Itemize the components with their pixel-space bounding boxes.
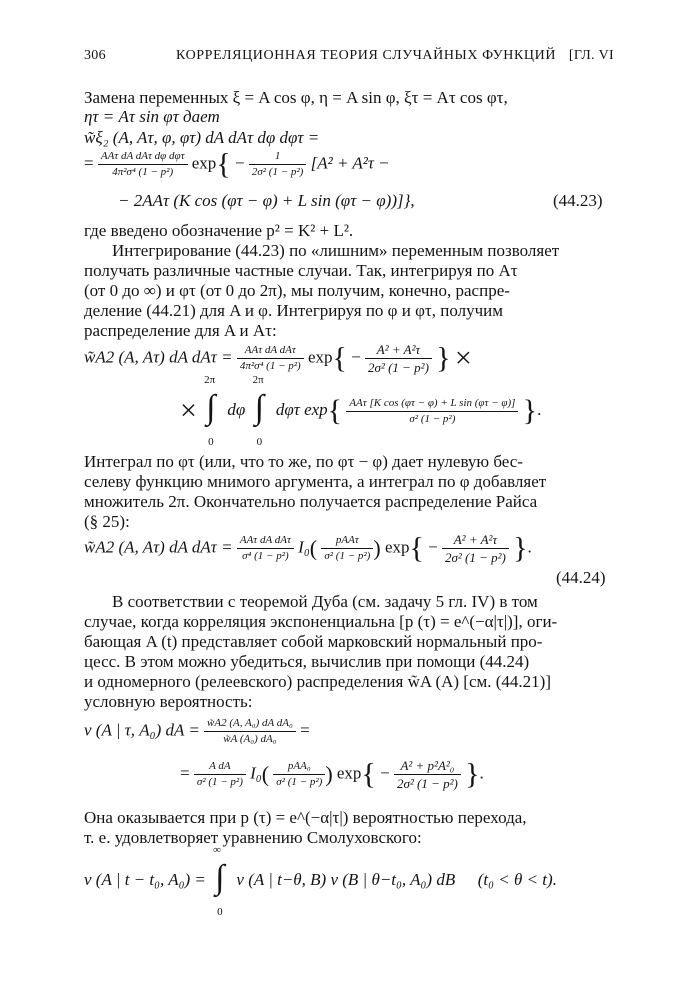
equation-smoluchowski: v (A | t − t₀, A₀) = ∞ ∫ 0 v (A | t−θ, B) v (B | θ−t₀, A₀) dB (t₀ < θ < t).	[84, 844, 557, 918]
fraction: $\frac{\text{AAτ dA dAτ}}{\text{σ⁴ (1 − p²)}}$	[237, 534, 294, 563]
integral-sign: 2π ∫ 0	[204, 374, 216, 448]
page-number: 306	[84, 48, 106, 63]
fraction: $\frac{\text{AAτ dA dAτ dφ dφτ}}{\text{4π²σ⁴ (1 − p²)}}$	[98, 150, 188, 179]
fraction: $\frac{\text{w̃A2 (A, A₀) dA dA₀}}{\text{w̃A (A₀) dA₀}}$	[204, 717, 296, 746]
equation-rice-distribution: w̃A2 (A, Aτ) dA dAτ = $\frac{\text{AAτ dA dAτ}}{\text{σ⁴ (1 − p²)}}$ I₀( $\frac{\text{pAAτ}}{\text{σ² (1 − p²)}}$ ) exp{ − $\frac{\text{A² + A²τ}}{\text{2σ² (1 − p²)}}$ }.	[84, 531, 532, 565]
running-title: КОРРЕЛЯЦИОННАЯ ТЕОРИЯ СЛУЧАЙНЫХ ФУНКЦИЙ	[176, 48, 557, 63]
fraction: $\frac{\text{pAA₀}}{\text{σ² (1 − p²)}}$	[273, 760, 325, 789]
fraction: $\frac{\text{A² + A²τ}}{\text{2σ² (1 − p²)}}$	[442, 532, 509, 565]
fraction: $\frac{\text{AAτ [K cos (φτ − φ) + L sin (φτ − φ)]}}{\text{σ² (1 − p²)}}$	[346, 397, 518, 426]
text-line: Она оказывается при p (τ) = e^(−α|τ|) вероятностью перехода,	[84, 808, 527, 827]
fraction: $\frac{\text{A² + p²A²₀}}{\text{2σ² (1 − p²)}}$	[394, 758, 461, 791]
equation-integral-line: × 2π ∫ 0 dφ 2π ∫ 0 dφτ exp{ $\frac{\text{AAτ [K cos (φτ − φ) + L sin (φτ − φ)]}}{\text{σ² (1 − p²)}}$ }.	[180, 374, 542, 448]
integral-sign: ∞ ∫ 0	[213, 844, 225, 918]
integral-sign: 2π ∫ 0	[252, 374, 264, 448]
text-line: бающая A (t) представляет собой марковский нормальный про-	[84, 632, 543, 651]
text-line: Замена переменных ξ = A cos φ, η = A sin φ, ξτ = Aτ cos φτ,	[84, 88, 508, 107]
chapter-label: [ГЛ. VI	[568, 48, 614, 63]
equation-44-23-line2: = $\frac{\text{AAτ dA dAτ dφ dφτ}}{\text{4π²σ⁴ (1 − p²)}}$ exp{ − $\frac{1}{\text{2σ² (1 − p²)}}$ [A² + A²τ −	[84, 147, 390, 181]
text-line: (§ 25):	[84, 512, 130, 531]
equation-44-23-line3: − 2AAτ (K cos (φτ − φ) + L sin (φτ − φ))]},	[118, 191, 415, 210]
text-line: распределение для A и Aτ:	[84, 321, 277, 340]
equation-distribution-A: w̃A2 (A, Aτ) dA dAτ = $\frac{\text{AAτ dA dAτ}}{\text{4π²σ⁴ (1 − p²)}}$ exp{ − $\frac{\text{A² + A²τ}}{\text{2σ² (1 − p²)}}$ } ×	[84, 341, 472, 375]
text-line: условную вероятность:	[84, 692, 253, 711]
text-line: и одномерного (релеевского) распределения w̃A (A) [см. (44.21)]	[84, 672, 552, 691]
equation-conditional-probability-line2: = $\frac{\text{A dA}}{\text{σ² (1 − p²)}}$ I₀( $\frac{\text{pAA₀}}{\text{σ² (1 − p²)}}$ ) exp{ − $\frac{\text{A² + p²A²₀}}{\text{2σ² (1 − p²)}}$ }.	[180, 757, 484, 791]
fraction: $\frac{\text{A² + A²τ}}{\text{2σ² (1 − p²)}}$	[365, 342, 432, 375]
text-line: (от 0 до ∞) и φτ (от 0 до 2π), мы получим, конечно, распре-	[84, 281, 510, 300]
equation-number: (44.23)	[553, 191, 603, 210]
equation-44-23-line1: w̃ξ₂ (A, Aτ, φ, φτ) dA dAτ dφ dφτ =	[84, 128, 320, 147]
text-line: цесс. В этом можно убедиться, вычислив при помощи (44.24)	[84, 652, 530, 671]
fraction: $\frac{1}{\text{2σ² (1 − p²)}}$	[249, 150, 307, 179]
text-line: деление (44.21) для A и φ. Интегрируя по φ и φτ, получим	[84, 301, 503, 320]
text-line: Интеграл по φτ (или, что то же, по φτ − φ) дает нулевую бес-	[84, 452, 523, 471]
fraction: $\frac{\text{AAτ dA dAτ}}{\text{4π²σ⁴ (1 − p²)}}$	[237, 344, 304, 373]
text-line: селеву функцию мнимого аргумента, а интеграл по φ добавляет	[84, 472, 547, 491]
fraction: $\frac{\text{A dA}}{\text{σ² (1 − p²)}}$	[194, 760, 246, 789]
fraction: $\frac{\text{pAAτ}}{\text{σ² (1 − p²)}}$	[321, 534, 373, 563]
text-line: случае, когда корреляция экспоненциальна [p (τ) = e^(−α|τ|)], оги-	[84, 612, 558, 631]
equation-number: (44.24)	[556, 568, 606, 587]
text-line: получать различные частные случаи. Так, интегрируя по Aτ	[84, 261, 518, 280]
text-line: т. е. удовлетворяет уравнению Смолуховского:	[84, 828, 422, 847]
page-header	[84, 48, 614, 68]
text-line: где введено обозначение p² = K² + L².	[84, 221, 354, 240]
equation-conditional-probability: v (A | τ, A₀) dA = $\frac{\text{w̃A2 (A, A₀) dA dA₀}}{\text{w̃A (A₀) dA₀}}$ =	[84, 717, 310, 745]
text-line: В соответствии с теоремой Дуба (см. задачу 5 гл. IV) в том	[112, 592, 538, 611]
text-line: ητ = Aτ sin φτ дает	[84, 107, 220, 126]
text-line: множитель 2π. Окончательно получается распределение Райса	[84, 492, 538, 511]
text-line: Интегрирование (44.23) по «лишним» переменным позволяет	[112, 241, 560, 260]
